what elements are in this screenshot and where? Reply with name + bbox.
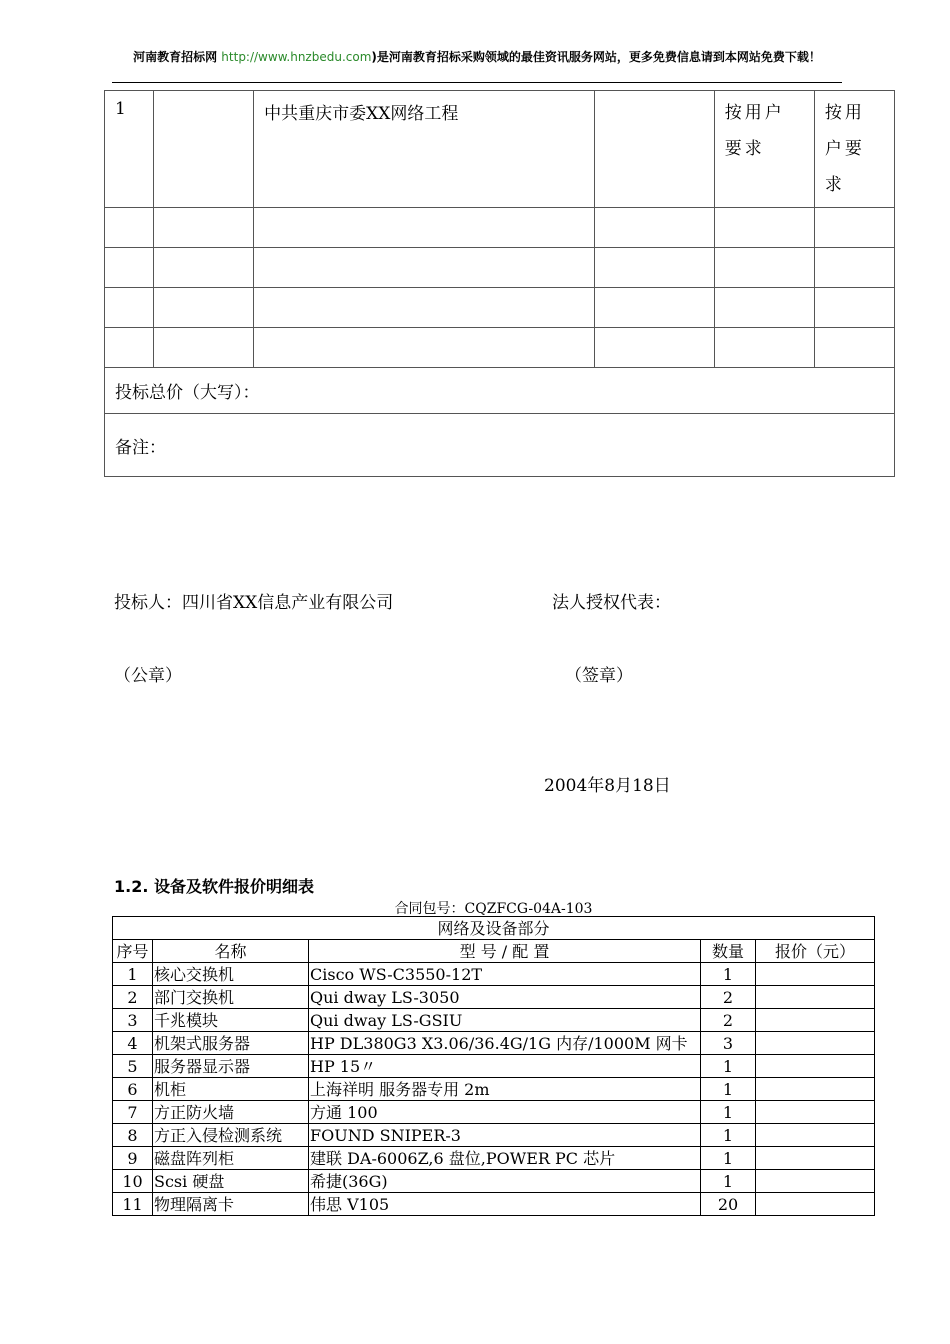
equipment-price bbox=[756, 1078, 875, 1101]
equipment-model: Qui dway LS-GSIU bbox=[309, 1009, 701, 1032]
table-row bbox=[113, 1147, 875, 1170]
equipment-name: 机架式服务器 bbox=[153, 1032, 309, 1055]
equipment-name: 核心交换机 bbox=[153, 963, 309, 986]
table-row bbox=[105, 288, 895, 328]
table-row bbox=[113, 1078, 875, 1101]
table-row bbox=[113, 1170, 875, 1193]
table-row bbox=[105, 208, 895, 248]
table-row bbox=[105, 368, 895, 414]
equipment-model: 伟思 V105 bbox=[309, 1193, 701, 1216]
equipment-qty: 1 bbox=[701, 1124, 756, 1147]
equipment-model: HP 15〃 bbox=[309, 1055, 701, 1078]
equipment-model: Qui dway LS-3050 bbox=[309, 986, 701, 1009]
row-number: 1 bbox=[105, 91, 154, 208]
sign-date: 2004年8月18日 bbox=[544, 776, 671, 796]
equipment-price bbox=[756, 1101, 875, 1124]
table-row bbox=[113, 1101, 875, 1124]
table-row bbox=[113, 917, 875, 940]
table-row bbox=[105, 91, 895, 208]
equipment-name: Scsi 硬盘 bbox=[153, 1170, 309, 1193]
cell-per-user-request: 按用户要求 bbox=[814, 91, 894, 208]
table-row bbox=[113, 1124, 875, 1147]
project-name: 中共重庆市委XX网络工程 bbox=[254, 91, 594, 208]
equipment-name: 服务器显示器 bbox=[153, 1055, 309, 1078]
row-number: 10 bbox=[113, 1170, 153, 1193]
equipment-model: 方通 100 bbox=[309, 1101, 701, 1124]
equipment-qty: 20 bbox=[701, 1193, 756, 1216]
equipment-name: 部门交换机 bbox=[153, 986, 309, 1009]
equipment-price bbox=[756, 1009, 875, 1032]
row-number: 4 bbox=[113, 1032, 153, 1055]
row-number: 5 bbox=[113, 1055, 153, 1078]
table-row bbox=[113, 1009, 875, 1032]
row-number: 8 bbox=[113, 1124, 153, 1147]
equipment-name: 物理隔离卡 bbox=[153, 1193, 309, 1216]
table-row bbox=[113, 986, 875, 1009]
equipment-model: 希捷(36G) bbox=[309, 1170, 701, 1193]
header-name: 名称 bbox=[153, 940, 309, 963]
row-number: 2 bbox=[113, 986, 153, 1009]
header-suffix: )是河南教育招标采购领域的最佳资讯服务网站，更多免费信息请到本网站免费下载！ bbox=[371, 50, 821, 64]
header-price: 报价（元） bbox=[756, 940, 875, 963]
bidder-name: 投标人：四川省XX信息产业有限公司 bbox=[114, 593, 394, 613]
table-row bbox=[105, 248, 895, 288]
header-divider bbox=[112, 82, 842, 83]
equipment-price bbox=[756, 1032, 875, 1055]
equipment-qty: 1 bbox=[701, 1170, 756, 1193]
cell-per-user-request: 按用户要求 bbox=[714, 91, 814, 208]
equipment-price bbox=[756, 1170, 875, 1193]
equipment-price bbox=[756, 963, 875, 986]
equipment-name: 机柜 bbox=[153, 1078, 309, 1101]
equipment-price bbox=[756, 1124, 875, 1147]
header-no: 序号 bbox=[113, 940, 153, 963]
section-title: 1.2. 设备及软件报价明细表 bbox=[114, 877, 314, 896]
equipment-qty: 1 bbox=[701, 1101, 756, 1124]
row-number: 11 bbox=[113, 1193, 153, 1216]
header-qty: 数量 bbox=[701, 940, 756, 963]
equipment-name: 方正防火墙 bbox=[153, 1101, 309, 1124]
equipment-qty: 1 bbox=[701, 1055, 756, 1078]
table-row bbox=[113, 1032, 875, 1055]
equipment-model: 上海祥明 服务器专用 2m bbox=[309, 1078, 701, 1101]
equipment-qty: 1 bbox=[701, 1078, 756, 1101]
note-label: 备注： bbox=[105, 414, 895, 477]
table-header-row bbox=[113, 940, 875, 963]
equipment-qty: 2 bbox=[701, 986, 756, 1009]
equipment-qty: 3 bbox=[701, 1032, 756, 1055]
row-number: 6 bbox=[113, 1078, 153, 1101]
equipment-model: Cisco WS-C3550-12T bbox=[309, 963, 701, 986]
equipment-price bbox=[756, 1055, 875, 1078]
table-row bbox=[105, 414, 895, 477]
equipment-price bbox=[756, 1193, 875, 1216]
equipment-quote-table bbox=[112, 916, 875, 1216]
page-header bbox=[112, 50, 842, 65]
equipment-price bbox=[756, 986, 875, 1009]
equipment-model: FOUND SNIPER-3 bbox=[309, 1124, 701, 1147]
row-number: 1 bbox=[113, 963, 153, 986]
table-row bbox=[113, 1193, 875, 1216]
row-number: 9 bbox=[113, 1147, 153, 1170]
equipment-qty: 2 bbox=[701, 1009, 756, 1032]
row-number: 7 bbox=[113, 1101, 153, 1124]
header-model: 型 号 / 配 置 bbox=[309, 940, 701, 963]
equipment-name: 磁盘阵列柜 bbox=[153, 1147, 309, 1170]
equipment-price bbox=[756, 1147, 875, 1170]
company-seal-label: （公章） bbox=[114, 666, 182, 686]
table-row bbox=[105, 328, 895, 368]
equipment-qty: 1 bbox=[701, 1147, 756, 1170]
legal-representative-label: 法人授权代表： bbox=[552, 593, 671, 613]
equipment-qty: 1 bbox=[701, 963, 756, 986]
contract-number: 合同包号：CQZFCG-04A-103 bbox=[394, 901, 593, 917]
bid-price-table bbox=[104, 90, 895, 477]
total-price-label: 投标总价（大写）： bbox=[105, 368, 895, 414]
group-title: 网络及设备部分 bbox=[113, 917, 875, 940]
header-url-link[interactable]: http://www.hnzbedu.com bbox=[221, 50, 372, 64]
equipment-model: HP DL380G3 X3.06/36.4G/1G 内存/1000M 网卡 bbox=[309, 1032, 701, 1055]
equipment-model: 建联 DA-6006Z,6 盘位,POWER PC 芯片 bbox=[309, 1147, 701, 1170]
equipment-name: 方正入侵检测系统 bbox=[153, 1124, 309, 1147]
table-row bbox=[113, 1055, 875, 1078]
signature-seal-label: （签章） bbox=[565, 666, 633, 686]
row-number: 3 bbox=[113, 1009, 153, 1032]
table-row bbox=[113, 963, 875, 986]
header-prefix: 河南教育招标网 bbox=[133, 50, 222, 64]
equipment-name: 千兆模块 bbox=[153, 1009, 309, 1032]
